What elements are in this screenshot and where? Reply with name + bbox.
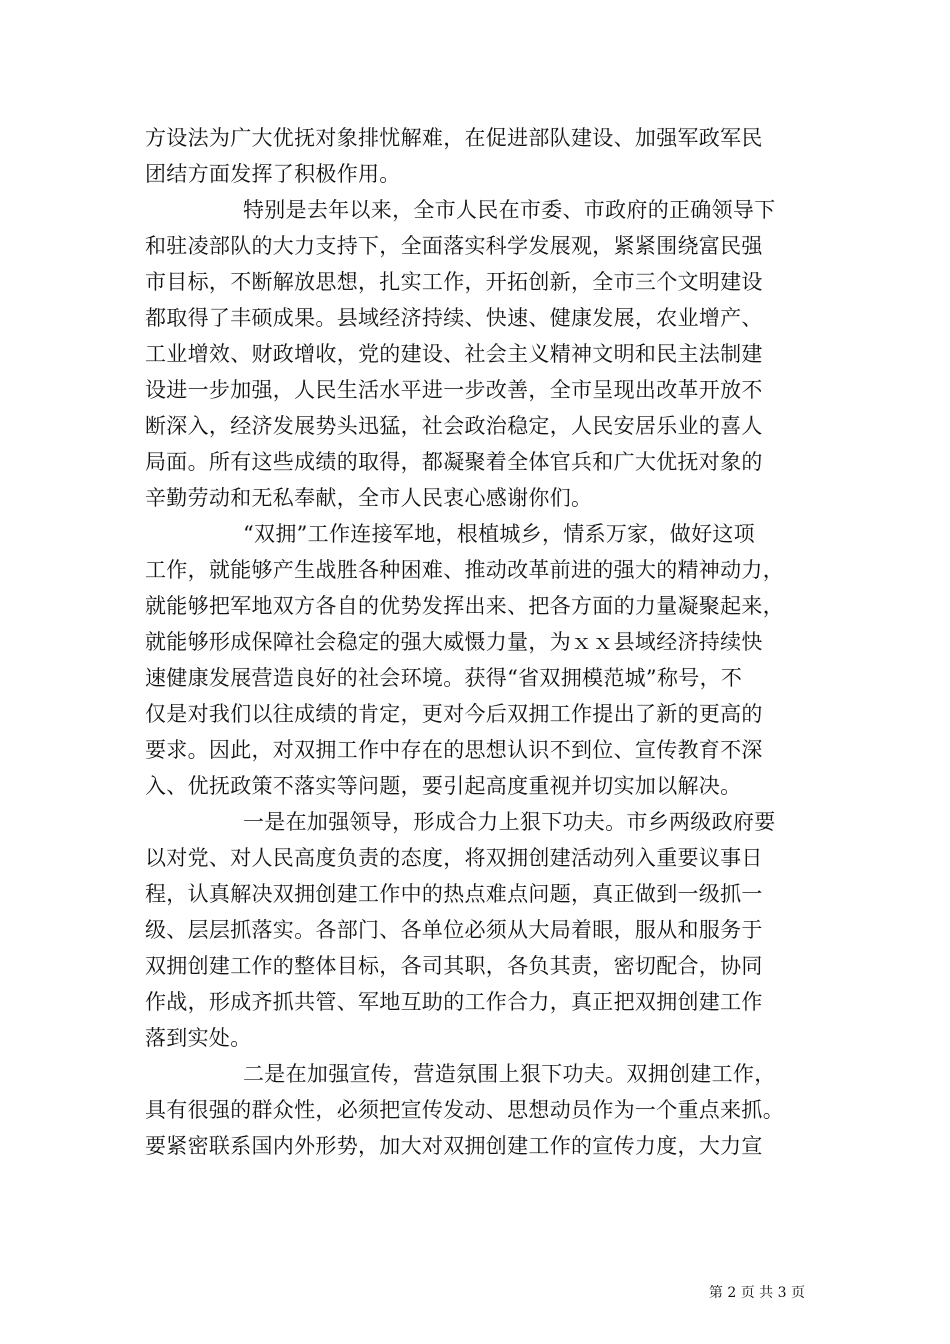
text-line: 工业增效、财政增收，党的建设、社会主义精神文明和民主法制建 (145, 342, 763, 366)
text-line: 落到实处。 (145, 1026, 252, 1050)
page-number-footer: 第 2 页 共 3 页 (708, 1285, 805, 1301)
text-line: 市目标，不断解放思想，扎实工作，开拓创新，全市三个文明建设 (145, 270, 763, 294)
text-line: 工作，就能够产生战胜各种困难、推动改革前进的强大的精神动力， (145, 558, 784, 582)
text-line: 方设法为广大优抚对象排忧解难，在促进部队建设、加强军政军民 (145, 126, 763, 150)
text-line: 断深入，经济发展势头迅猛，社会政治稳定，人民安居乐业的喜人 (145, 414, 763, 438)
text-line: 辛勤劳动和无私奉献，全市人民衷心感谢你们。 (145, 486, 593, 510)
paragraph (145, 1056, 815, 1164)
text-line: 速健康发展营造良好的社会环境。获得“省双拥模范城”称号，不 (145, 666, 743, 690)
paragraph (145, 516, 815, 804)
text-line: 局面。所有这些成绩的取得，都凝聚着全体官兵和广大优抚对象的 (145, 450, 763, 474)
text-line: 团结方面发挥了积极作用。 (145, 162, 401, 186)
text-line: 仅是对我们以往成绩的肯定，更对今后双拥工作提出了新的更高的 (145, 702, 763, 726)
text-line: 入、优抚政策不落实等问题，要引起高度重视并切实加以解决。 (145, 774, 742, 798)
text-line: 要求。因此，对双拥工作中存在的思想认识不到位、宣传教育不深 (145, 738, 763, 762)
text-line: 要紧密联系国内外形势，加大对双拥创建工作的宣传力度，大力宣 (145, 1134, 763, 1158)
document-body (145, 120, 815, 1164)
text-line: 程，认真解决双拥创建工作中的热点难点问题，真正做到一级抓一 (145, 882, 763, 906)
text-line: 和驻凌部队的大力支持下，全面落实科学发展观，紧紧围绕富民强 (145, 234, 763, 258)
paragraph (145, 120, 815, 192)
text-line: 一是在加强领导，形成合力上狠下功夫。市乡两级政府要 (243, 810, 776, 834)
text-line: 设进一步加强，人民生活水平进一步改善，全市呈现出改革开放不 (145, 378, 763, 402)
text-line: 以对党、对人民高度负责的态度，将双拥创建活动列入重要议事日 (145, 846, 763, 870)
text-line: 具有很强的群众性，必须把宣传发动、思想动员作为一个重点来抓。 (145, 1098, 784, 1122)
text-line: 作战，形成齐抓共管、军地互助的工作合力，真正把双拥创建工作 (145, 990, 763, 1014)
text-line: 二是在加强宣传，营造氛围上狠下功夫。双拥创建工作， (243, 1062, 776, 1086)
text-line: 都取得了丰硕成果。县域经济持续、快速、健康发展，农业增产、 (145, 306, 763, 330)
text-line: 特别是去年以来，全市人民在市委、市政府的正确领导下 (243, 198, 776, 222)
paragraph (145, 192, 815, 516)
text-line: 就能够把军地双方各自的优势发挥出来、把各方面的力量凝聚起来， (145, 594, 784, 618)
text-line: 就能够形成保障社会稳定的强大威慑力量，为ｘｘ县域经济持续快 (145, 630, 763, 654)
text-line: 双拥创建工作的整体目标，各司其职，各负其责，密切配合，协同 (145, 954, 763, 978)
text-line: 级、层层抓落实。各部门、各单位必须从大局着眼，服从和服务于 (145, 918, 763, 942)
paragraph (145, 804, 815, 1056)
text-line: “双拥”工作连接军地，根植城乡，情系万家，做好这项 (243, 522, 755, 546)
